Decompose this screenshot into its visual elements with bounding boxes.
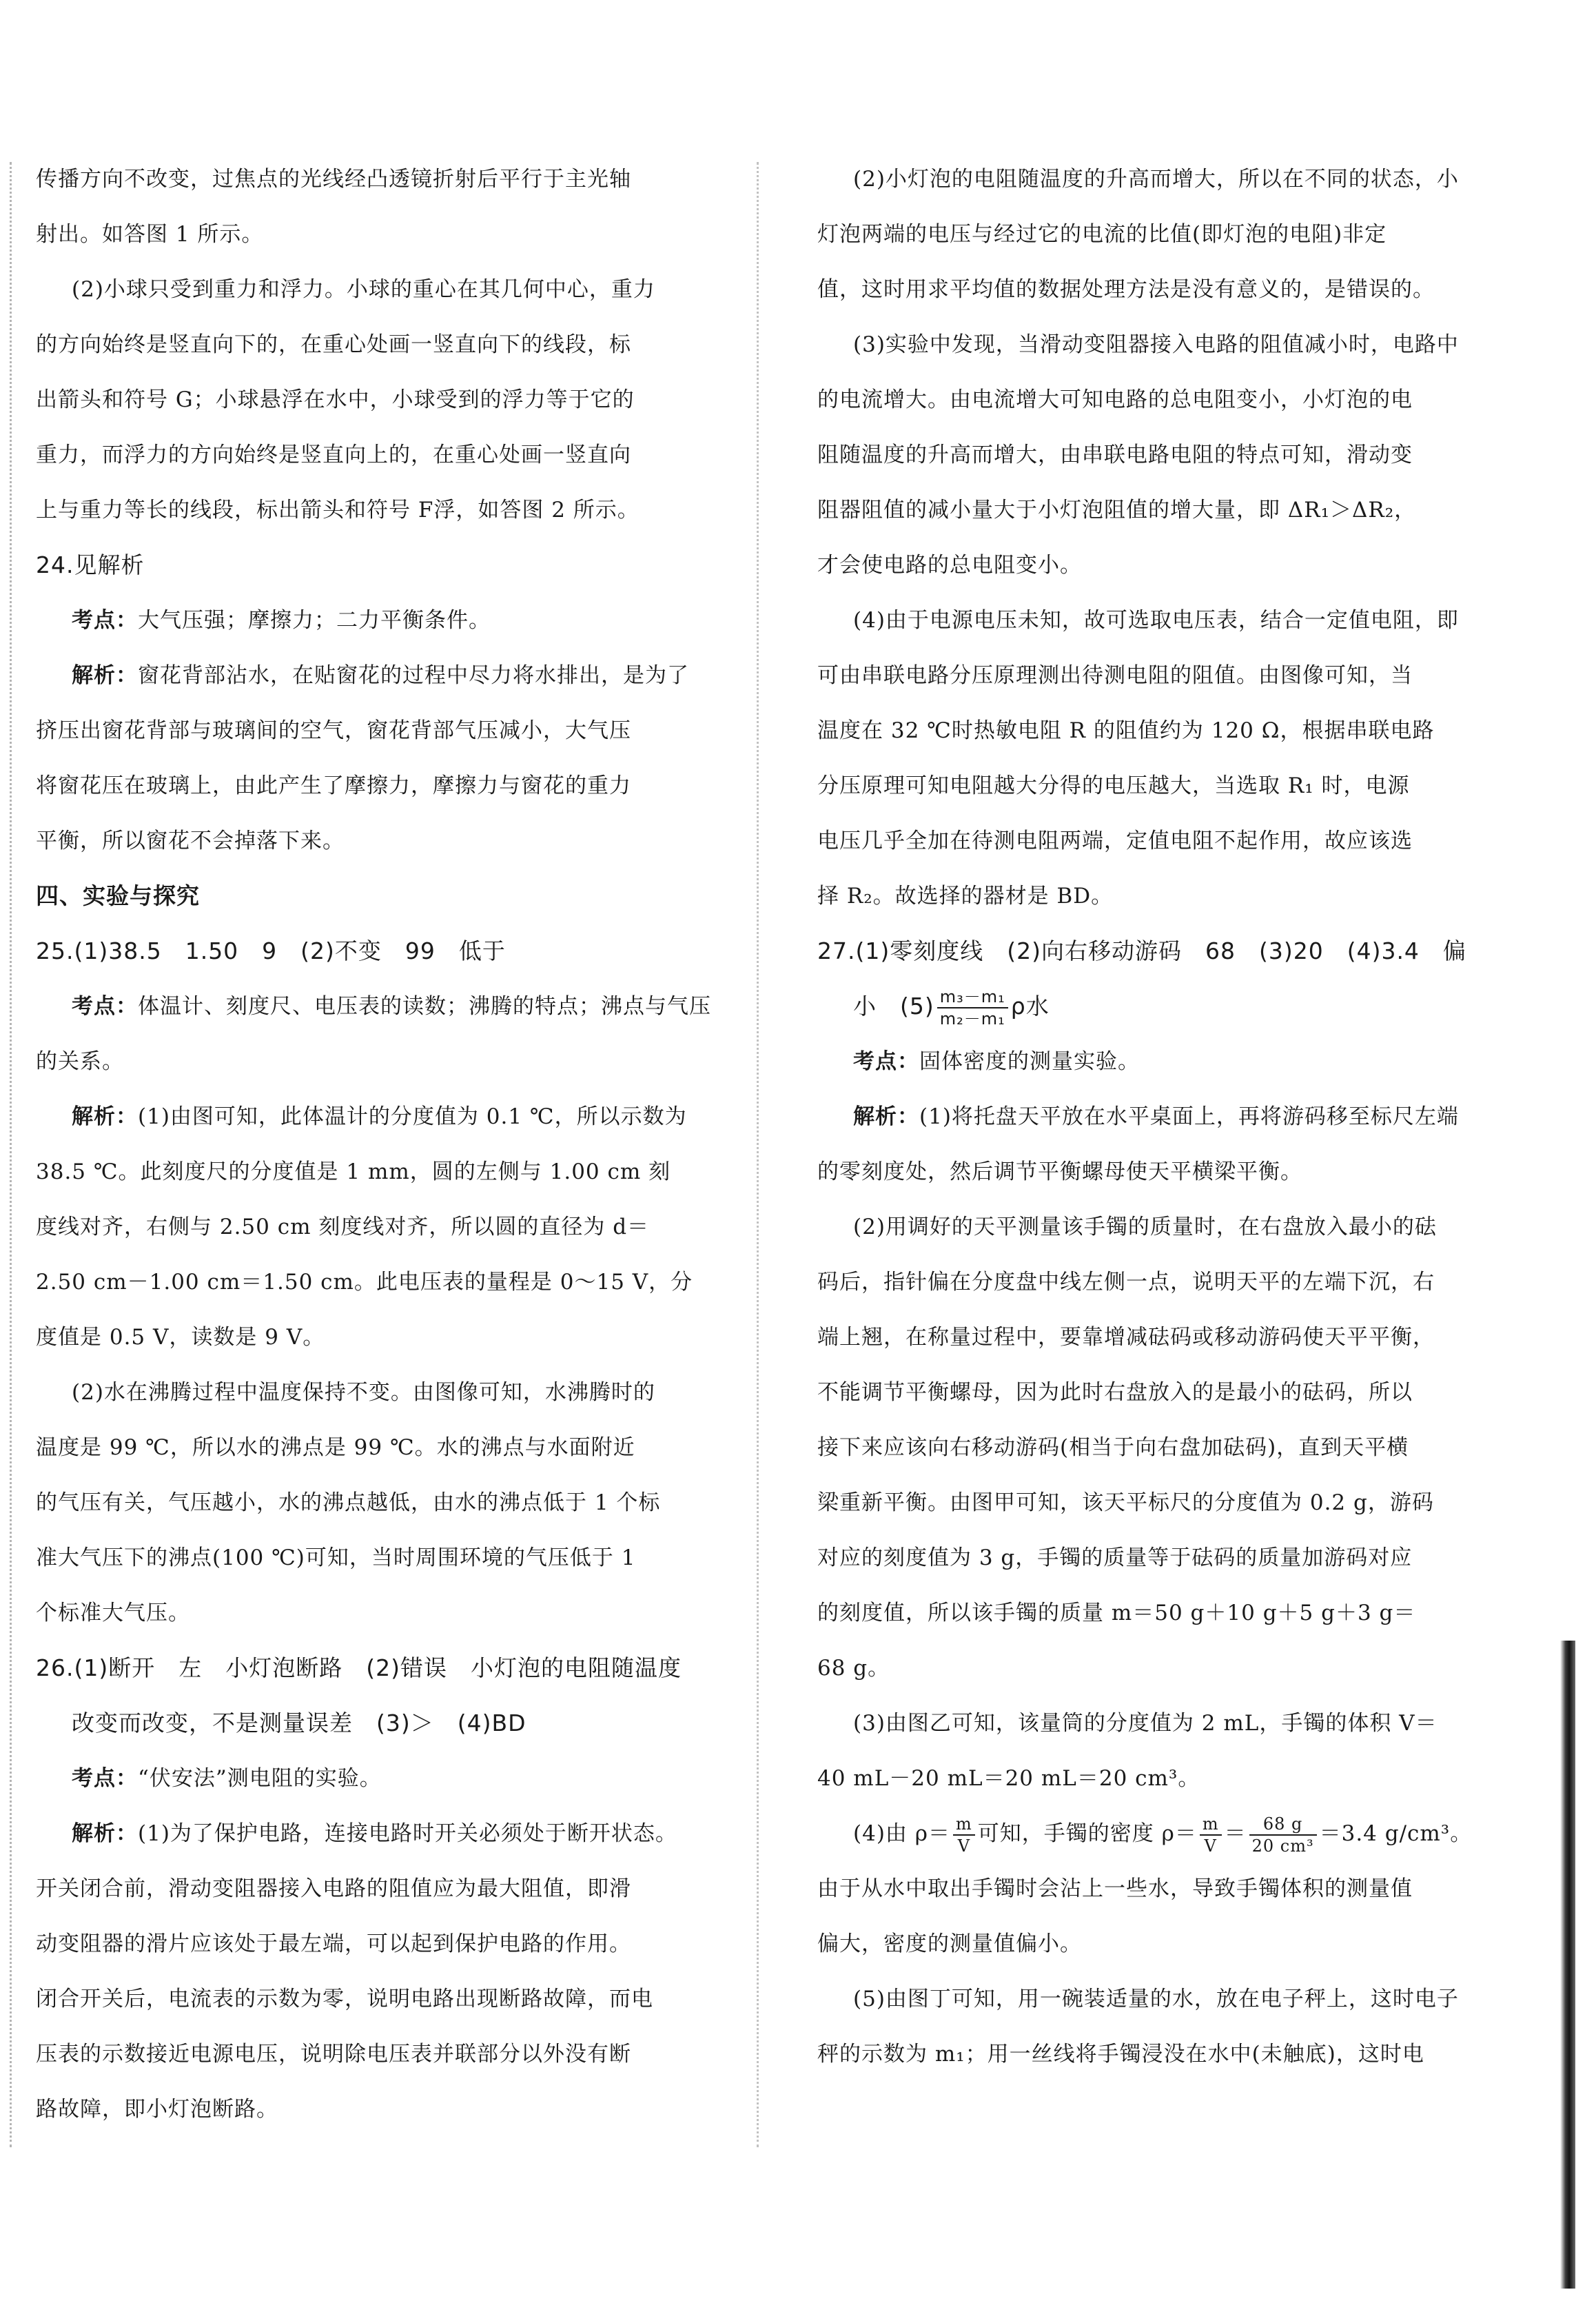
fraction-numerator: m₃－m₁ (937, 986, 1008, 1008)
paragraph-line: 出箭头和符号 G；小球悬浮在水中，小球受到的浮力等于它的 (36, 387, 635, 412)
formula-text: (4)由 ρ＝ (853, 1821, 950, 1846)
question-answer-line: 改变而改变，不是测量误差 (3)＞ (4)BD (72, 1710, 526, 1736)
fraction (937, 986, 1008, 1029)
paragraph-line: 68 g。 (817, 1656, 890, 1681)
question-answer-line: 26.(1)断开 左 小灯泡断路 (2)错误 小灯泡的电阻随温度 (36, 1654, 682, 1681)
paragraph-line: 接下来应该向右移动游码(相当于向右盘加砝码)，直到天平横 (817, 1435, 1409, 1460)
paragraph-line: 将窗花压在玻璃上，由此产生了摩擦力，摩擦力与窗花的重力 (36, 773, 631, 798)
paragraph-line: 的电流增大。由电流增大可知电路的总电阻变小，小灯泡的电 (817, 387, 1413, 412)
line-text: 大气压强；摩擦力；二力平衡条件。 (138, 608, 491, 633)
fraction-denominator: V (957, 1836, 971, 1856)
fraction (1200, 1814, 1222, 1856)
paragraph-line: 38.5 ℃。此刻度尺的分度值是 1 mm，圆的左侧与 1.00 cm 刻 (36, 1159, 671, 1184)
paragraph-line: 对应的刻度值为 3 g，手镯的质量等于砝码的质量加游码对应 (817, 1545, 1413, 1570)
paragraph-line: 梁重新平衡。由图甲可知，该天平标尺的分度值为 0.2 g，游码 (817, 1490, 1434, 1515)
paragraph-line: 2.50 cm－1.00 cm＝1.50 cm。此电压表的量程是 0～15 V，分 (36, 1270, 693, 1295)
paragraph-line: 的零刻度处，然后调节平衡螺母使天平横梁平衡。 (817, 1159, 1302, 1184)
paragraph-line: 偏大，密度的测量值偏小。 (817, 1931, 1082, 1956)
paragraph-line: (3)实验中发现，当滑动变阻器接入电路的阻值减小时，电路中 (853, 332, 1459, 357)
answer-text: 小 (5) (853, 993, 934, 1020)
binding-edge-shadow (1560, 1641, 1575, 2289)
paragraph-line: (4)由于电源电压未知，故可选取电压表，结合一定值电阻，即 (853, 608, 1459, 633)
fraction-denominator: V (1204, 1836, 1217, 1856)
fraction-denominator: m₂－m₁ (939, 1008, 1005, 1028)
paragraph-line: 射出。如答图 1 所示。 (36, 222, 264, 247)
formula-line (817, 1806, 1506, 1861)
labeled-line (36, 648, 732, 703)
line-label: 考点： (72, 994, 138, 1019)
fraction-numerator: m (953, 1814, 975, 1836)
formula-text: ＝3.4 g/cm³。 (1319, 1821, 1473, 1846)
paragraph-line: 上与重力等长的线段，标出箭头和符号 F浮，如答图 2 所示。 (36, 498, 640, 523)
paragraph-line: 的关系。 (36, 1049, 124, 1074)
paragraph-line: (3)由图乙可知，该量筒的分度值为 2 mL，手镯的体积 V＝ (853, 1711, 1438, 1736)
paragraph-line: 平衡，所以窗花不会掉落下来。 (36, 829, 345, 853)
line-text: 固体密度的测量实验。 (919, 1049, 1140, 1074)
paragraph-line: 温度是 99 ℃，所以水的沸点是 99 ℃。水的沸点与水面附近 (36, 1435, 635, 1460)
paragraph-line: 端上翘，在称量过程中，要靠增减砝码或移动游码使天平平衡， (817, 1325, 1435, 1350)
paragraph-line: 闭合开关后，电流表的示数为零，说明电路出现断路故障，而电 (36, 1987, 653, 2011)
formula-text: 可知，手镯的密度 ρ＝ (977, 1821, 1197, 1846)
left-column (36, 152, 732, 2137)
answer-text: ρ水 (1010, 993, 1050, 1020)
paragraph-line: 挤压出窗花背部与玻璃间的空气，窗花背部气压减小，大气压 (36, 718, 631, 743)
paragraph-line: (2)水在沸腾过程中温度保持不变。由图像可知，水沸腾时的 (72, 1380, 655, 1405)
paragraph-line: 的气压有关，气压越小，水的沸点越低，由水的沸点低于 1 个标 (36, 1490, 661, 1515)
fraction (953, 1814, 975, 1856)
paragraph-line: 压表的示数接近电源电压，说明除电压表并联部分以外没有断 (36, 2042, 631, 2067)
paragraph-line: 重力，而浮力的方向始终是竖直向上的，在重心处画一竖直向 (36, 443, 631, 467)
paragraph-line: 分压原理可知电阻越大分得的电压越大，当选取 R₁ 时，电源 (817, 773, 1410, 798)
fraction-numerator: 68 g (1249, 1814, 1317, 1836)
labeled-line (36, 593, 732, 648)
paragraph-line: 度线对齐，右侧与 2.50 cm 刻度线对齐，所以圆的直径为 d＝ (36, 1215, 650, 1239)
labeled-line (36, 1089, 732, 1144)
paragraph-line: (2)小球只受到重力和浮力。小球的重心在其几何中心，重力 (72, 277, 655, 302)
paragraph-line: 准大气压下的沸点(100 ℃)可知，当时周围环境的气压低于 1 (36, 1545, 636, 1570)
paragraph-line: 由于从水中取出手镯时会沾上一些水，导致手镯体积的测量值 (817, 1876, 1413, 1901)
paragraph-line: 路故障，即小灯泡断路。 (36, 2097, 278, 2122)
line-text: “伏安法”测电阻的实验。 (138, 1766, 382, 1791)
paragraph-line: 码后，指针偏在分度盘中线左侧一点，说明天平的左端下沉，右 (817, 1270, 1435, 1295)
paragraph-line: 度值是 0.5 V，读数是 9 V。 (36, 1325, 325, 1350)
labeled-line (817, 1034, 1506, 1089)
paragraph-line: 电压几乎全加在待测电阻两端，定值电阻不起作用，故应该选 (817, 829, 1413, 853)
fraction-denominator: 20 cm³ (1251, 1836, 1314, 1856)
column-divider (757, 162, 759, 2147)
line-label: 考点： (72, 608, 138, 633)
margin-dotted-line (10, 162, 12, 2147)
paragraph-line: 不能调节平衡螺母，因为此时右盘放入的是最小的砝码，所以 (817, 1380, 1413, 1405)
paragraph-line: 才会使电路的总电阻变小。 (817, 553, 1082, 578)
paragraph-line: 个标准大气压。 (36, 1601, 190, 1625)
paragraph-line: 的方向始终是竖直向下的，在重心处画一竖直向下的线段，标 (36, 332, 631, 357)
line-label: 解析： (72, 1104, 138, 1129)
paragraph-line: 传播方向不改变，过焦点的光线经凸透镜折射后平行于主光轴 (36, 167, 631, 192)
labeled-line (36, 1751, 732, 1806)
paragraph-line: 秤的示数为 m₁；用一丝线将手镯浸没在水中(未触底)，这时电 (817, 2042, 1424, 2067)
section-heading: 四、实验与探究 (36, 882, 200, 909)
paragraph-line: 灯泡两端的电压与经过它的电流的比值(即灯泡的电阻)非定 (817, 222, 1387, 247)
paragraph-line: 择 R₂。故选择的器材是 BD。 (817, 884, 1114, 909)
line-label: 解析： (72, 1821, 138, 1846)
line-label: 考点： (72, 1766, 138, 1791)
line-text: (1)将托盘天平放在水平桌面上，再将游码移至标尺左端 (919, 1104, 1459, 1129)
line-label: 解析： (72, 663, 138, 688)
fraction (1249, 1814, 1317, 1856)
question-answer-line: 25.(1)38.5 1.50 9 (2)不变 99 低于 (36, 937, 506, 964)
line-label: 解析： (853, 1104, 919, 1129)
line-text: (1)为了保护电路，连接电路时开关必须处于断开状态。 (138, 1821, 677, 1846)
line-text: 窗花背部沾水，在贴窗花的过程中尽力将水排出，是为了 (138, 663, 689, 688)
question-answer-line (817, 979, 1506, 1034)
paragraph-line: (2)用调好的天平测量该手镯的质量时，在右盘放入最小的砝 (853, 1215, 1437, 1239)
paragraph-line: 值，这时用求平均值的数据处理方法是没有意义的，是错误的。 (817, 277, 1435, 302)
line-text: (1)由图可知，此体温计的分度值为 0.1 ℃，所以示数为 (138, 1104, 687, 1129)
paragraph-line: 动变阻器的滑片应该处于最左端，可以起到保护电路的作用。 (36, 1931, 631, 1956)
paragraph-line: 可由串联电路分压原理测出待测电阻的阻值。由图像可知，当 (817, 663, 1413, 688)
line-label: 考点： (853, 1049, 919, 1074)
right-column (817, 152, 1506, 2082)
question-answer-line: 27.(1)零刻度线 (2)向右移动游码 68 (3)20 (4)3.4 偏 (817, 937, 1466, 964)
paragraph-line: (5)由图丁可知，用一碗装适量的水，放在电子秤上，这时电子 (853, 1987, 1459, 2011)
labeled-line (36, 979, 732, 1034)
paragraph-line: 温度在 32 ℃时热敏电阻 R 的阻值约为 120 Ω，根据串联电路 (817, 718, 1435, 743)
paragraph-line: 阻器阻值的减小量大于小灯泡阻值的增大量，即 ΔR₁＞ΔR₂， (817, 498, 1417, 523)
paragraph-line: 开关闭合前，滑动变阻器接入电路的阻值应为最大阻值，即滑 (36, 1876, 631, 1901)
labeled-line (817, 1089, 1506, 1144)
paragraph-line: 的刻度值，所以该手镯的质量 m＝50 g＋10 g＋5 g＋3 g＝ (817, 1601, 1416, 1625)
paragraph-line: 阻随温度的升高而增大，由串联电路电阻的特点可知，滑动变 (817, 443, 1413, 467)
formula-text: ＝ (1224, 1821, 1247, 1846)
fraction-numerator: m (1200, 1814, 1222, 1836)
paragraph-line: (2)小灯泡的电阻随温度的升高而增大，所以在不同的状态，小 (853, 167, 1459, 192)
question-answer-line: 24.见解析 (36, 551, 145, 578)
line-text: 体温计、刻度尺、电压表的读数；沸腾的特点；沸点与气压 (138, 994, 711, 1019)
labeled-line (36, 1806, 732, 1861)
paragraph-line: 40 mL－20 mL＝20 mL＝20 cm³。 (817, 1766, 1200, 1791)
